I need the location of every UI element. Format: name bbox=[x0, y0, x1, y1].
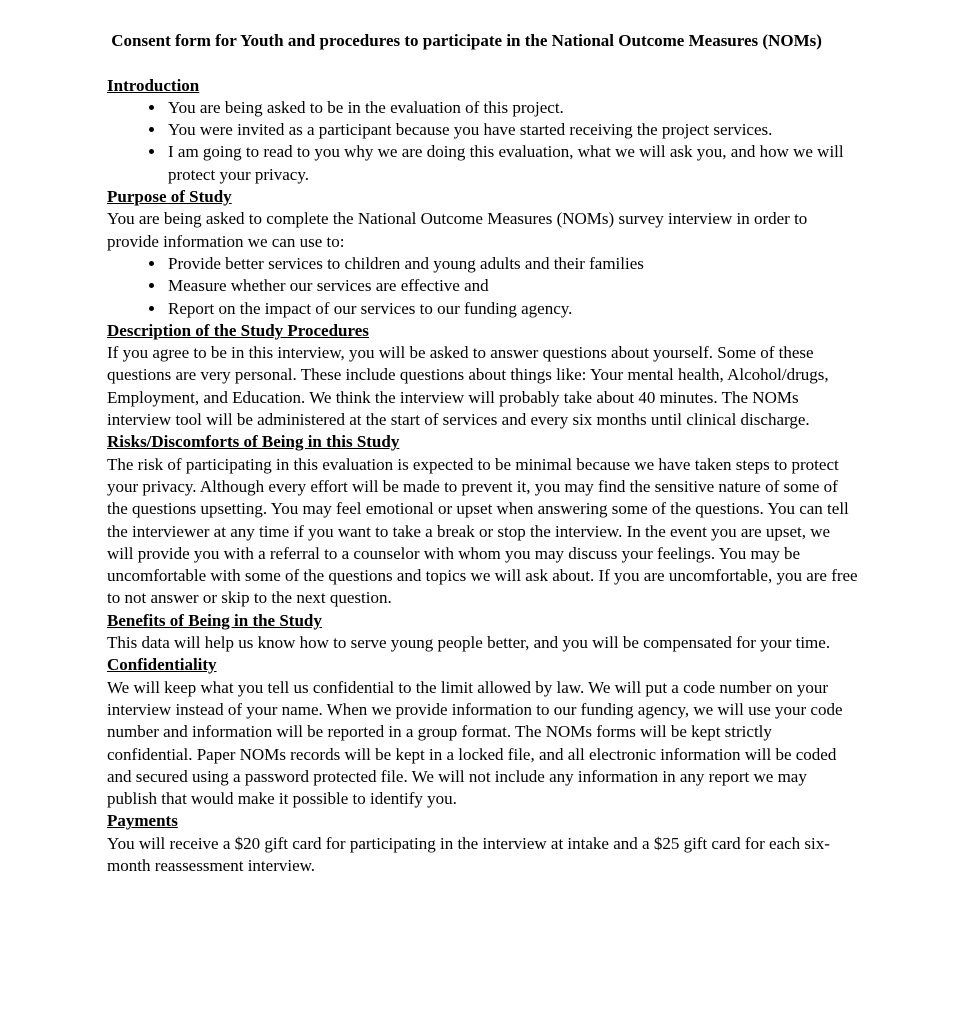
section-paragraph: We will keep what you tell us confidential to the limit allowed by law. We will put a code number on your interview instead of your name. When we provide information to our funding agency, we will use your code number and information will be reported in a group format. The NOMs forms will be kept strictly confidential. Paper NOMs records will be kept in a locked file, and all electronic information will be coded and secured using a password protected file. We will not include any information in any report we may publish that would make it possible to identify you. bbox=[107, 677, 843, 809]
section-heading-confidentiality: Confidentiality bbox=[107, 655, 217, 675]
section-heading-risks-discomforts: Risks/Discomforts of Being in this Study bbox=[107, 432, 400, 452]
bullet-item: • Provide better services to children and young adults and their families bbox=[166, 253, 858, 275]
section-paragraph: You will receive a $20 gift card for participating in the interview at intake and a $25 gift card for each six-month reassessment interview. bbox=[107, 833, 830, 875]
section-heading-study-procedures: Description of the Study Procedures bbox=[107, 320, 369, 340]
section-heading-introduction: Introduction bbox=[107, 75, 200, 95]
section-heading-payments: Payments bbox=[107, 811, 178, 831]
section-heading-benefits: Benefits of Being in the Study bbox=[107, 610, 322, 630]
purpose-bullet-list bbox=[107, 253, 858, 320]
section-paragraph: You are being asked to complete the National Outcome Measures (NOMs) survey interview in order to provide information we can use to: bbox=[107, 209, 808, 251]
introduction-bullet-list bbox=[107, 97, 858, 186]
section-heading-purpose-of-study: Purpose of Study bbox=[107, 187, 232, 207]
bullet-item: • I am going to read to you why we are doing this evaluation, what we will ask you, and how we will protect your privacy. bbox=[166, 141, 858, 186]
section-paragraph: If you agree to be in this interview, you will be asked to answer questions about yourself. Some of these questions are very personal. These include questions about things like: Your mental health, Alcohol/drugs, Employment, and Education. We think the interview will probably take about 40 minutes. The NOMs interview tool will be administered at the start of services and every six months until clinical discharge. bbox=[107, 343, 829, 430]
bullet-item: • You were invited as a participant because you have started receiving the project services. bbox=[166, 119, 858, 141]
section-paragraph: The risk of participating in this evaluation is expected to be minimal because we have taken steps to protect your privacy. Although every effort will be made to prevent it, you may find the sensitive nature of some of the questions upsetting. You may feel emotional or upset when answering some of the questions. You can tell the interviewer at any time if you want to take a break or stop the interview. In the event you are upset, we will provide you with a referral to a counselor with whom you may discuss your feelings. You may be uncomfortable with some of the questions and topics we will ask about. If you are uncomfortable, you are free to not answer or skip to the next question. bbox=[107, 454, 858, 608]
section-paragraph: This data will help us know how to serve young people better, and you will be compensated for your time. bbox=[107, 633, 831, 653]
bullet-item: • Report on the impact of our services to our funding agency. bbox=[166, 298, 858, 320]
bullet-item: • You are being asked to be in the evaluation of this project. bbox=[166, 97, 858, 119]
bullet-item: • Measure whether our services are effective and bbox=[166, 275, 858, 297]
document-title: Consent form for Youth and procedures to participate in the National Outcome Measures (NOMs) bbox=[107, 31, 822, 50]
